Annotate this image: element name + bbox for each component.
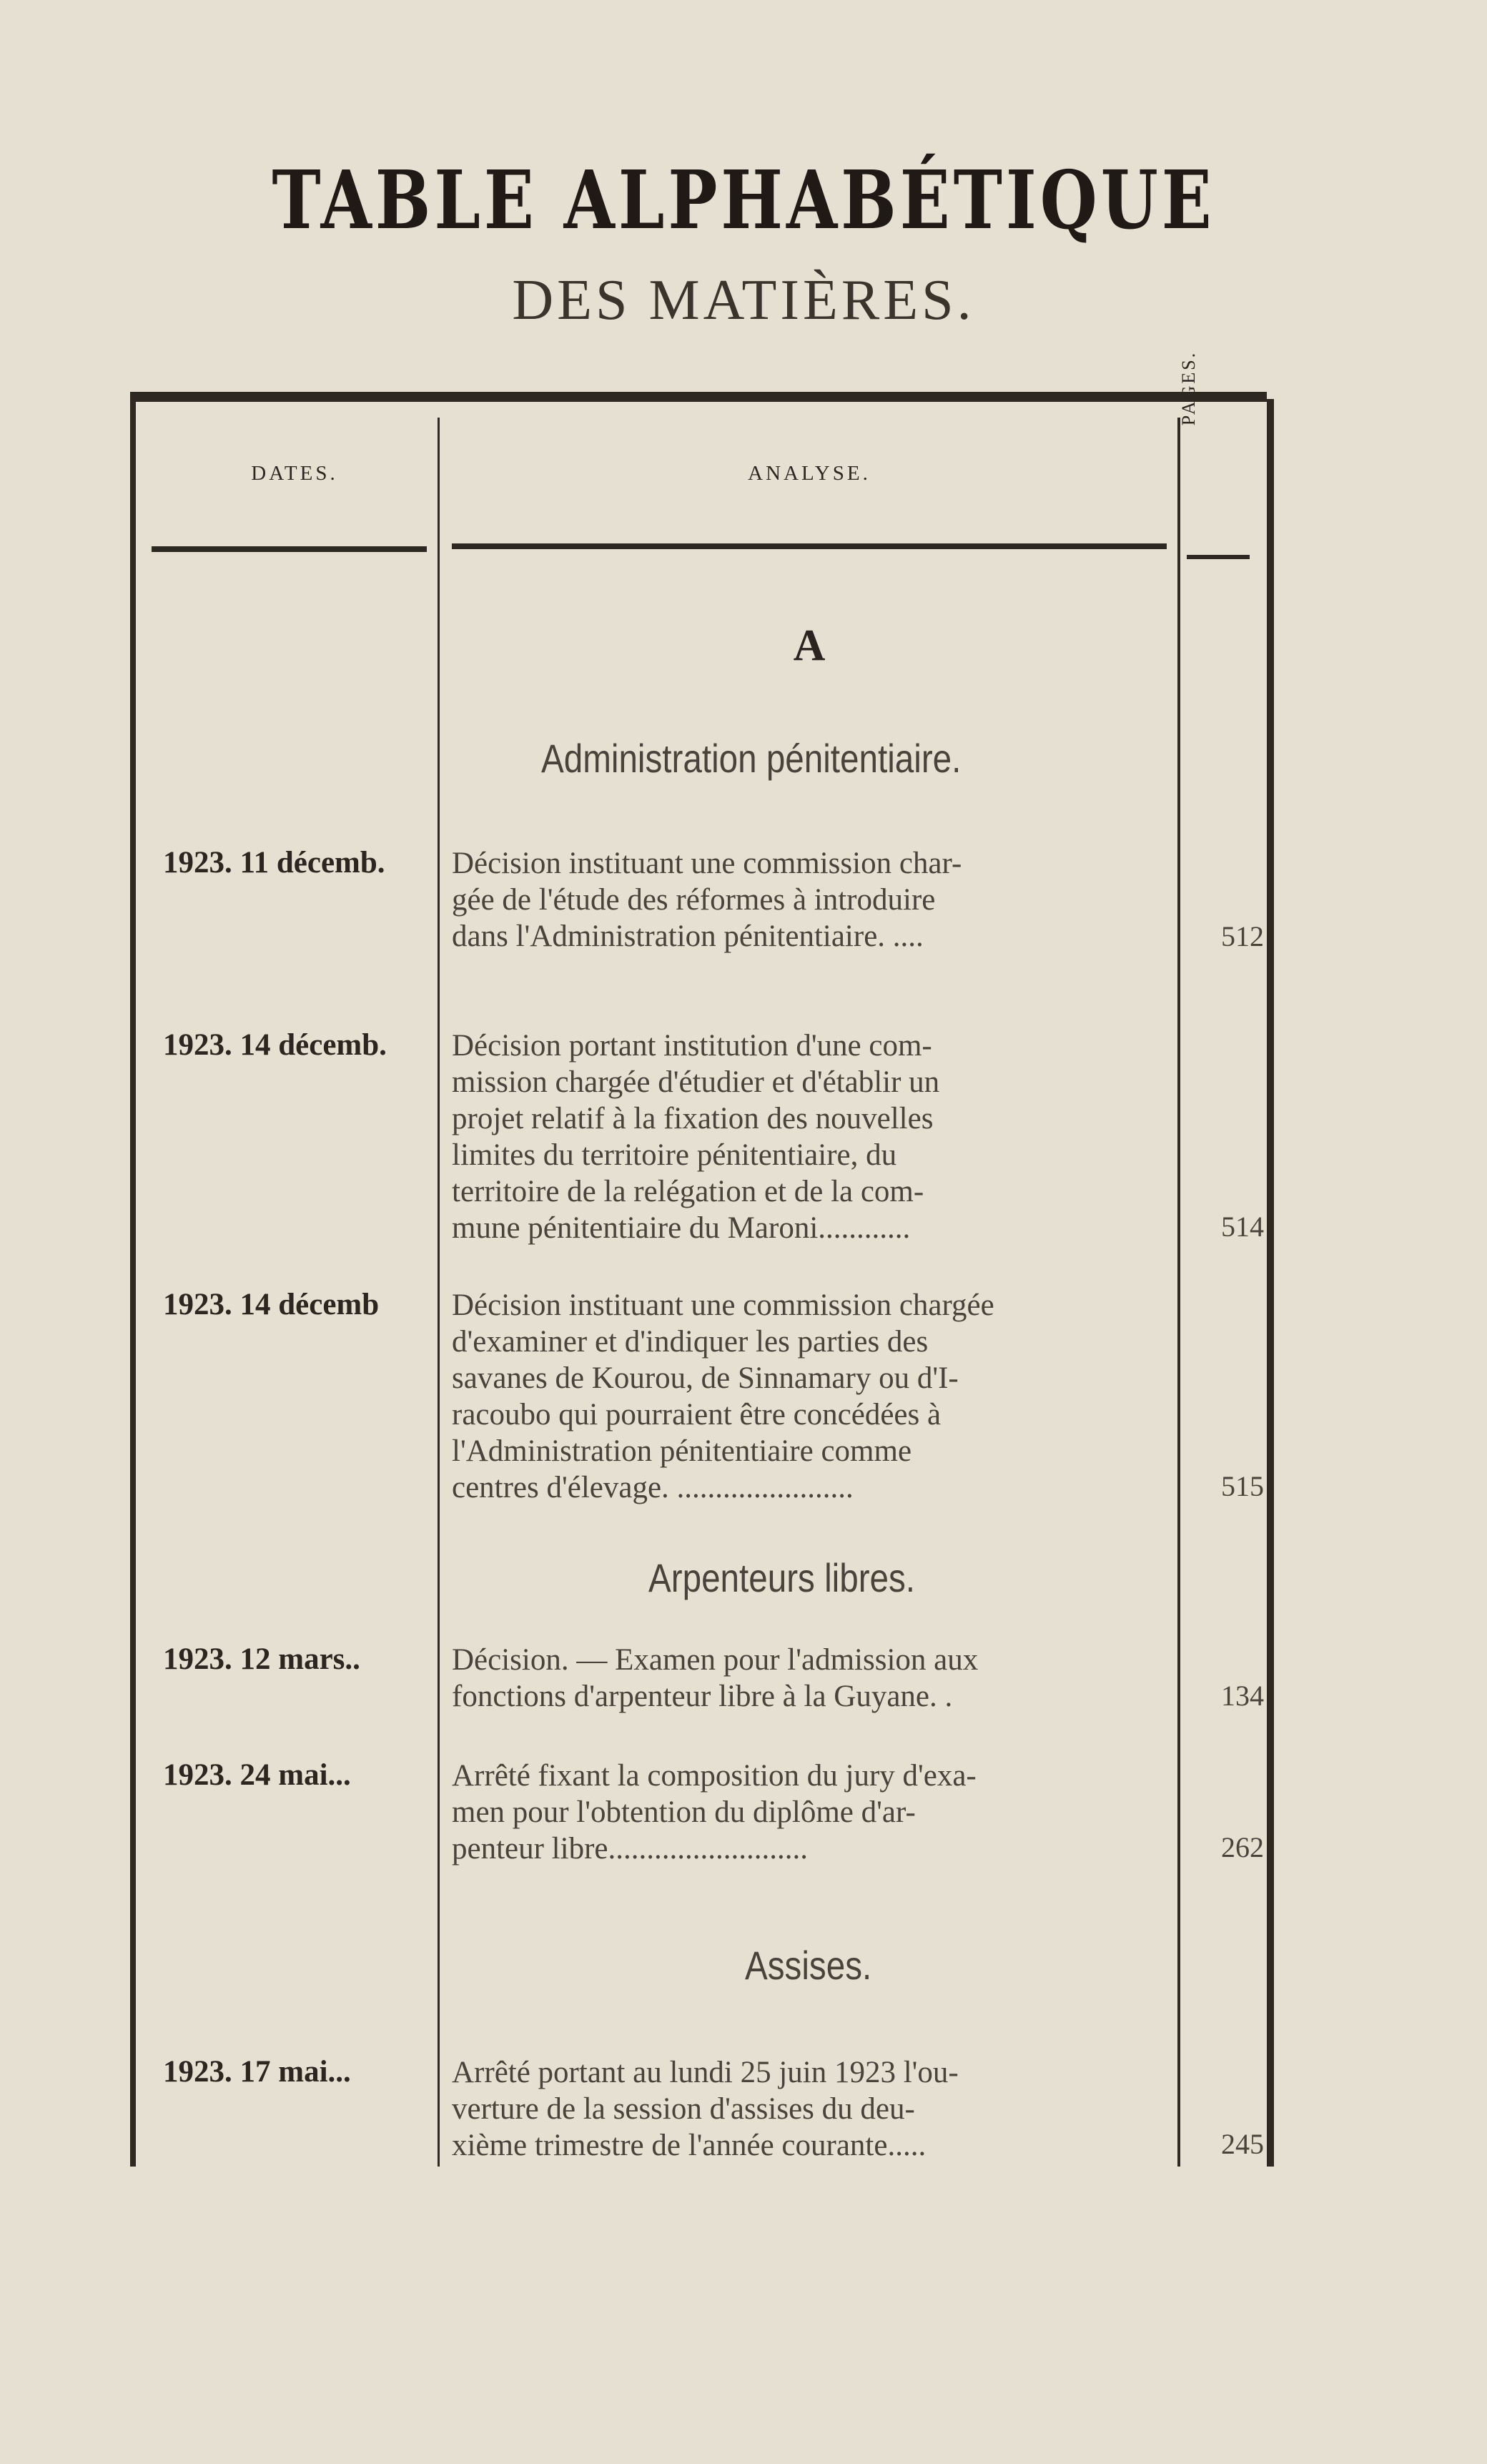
table-right-border xyxy=(1267,399,1274,2167)
entry-page: 134 xyxy=(1221,1680,1264,1712)
entry-date: 1923. 17 mai... xyxy=(163,2055,351,2089)
pages-column-divider xyxy=(1177,418,1180,2167)
entry-date: 1923. 24 mai... xyxy=(163,1758,351,1792)
entry-date: 1923. 12 mars.. xyxy=(163,1642,360,1676)
pages-header-rule xyxy=(1187,555,1250,559)
pages-header-label: PAGES. xyxy=(1178,350,1199,426)
section-heading: Arpenteurs libres. xyxy=(648,1555,916,1600)
dates-header-rule xyxy=(152,546,427,552)
section-heading: Administration pénitentiaire. xyxy=(541,736,962,781)
entry-date: 1923. 14 décemb. xyxy=(163,1028,387,1062)
page-title: TABLE ALPHABÉTIQUE xyxy=(272,154,1215,247)
entry-text: Arrêté fixant la composition du jury d'exa- men pour l'obtention du diplôme d'ar- penteur libre.......................... xyxy=(452,1759,977,1866)
dates-column-divider xyxy=(438,418,440,2167)
pages-header xyxy=(1178,342,1200,435)
index-table xyxy=(130,350,1274,2167)
table-top-rule xyxy=(130,392,1267,402)
section-heading: Assises. xyxy=(745,1943,872,1988)
entry-page: 514 xyxy=(1221,1211,1264,1243)
entry-page: 512 xyxy=(1221,920,1264,952)
entry-text: Décision instituant une commission char- gée de l'étude des réformes à introduire dans l'Administration pénitentiaire. .... xyxy=(452,847,962,953)
entry-text: Décision instituant une commission chargée d'examiner et d'indiquer les parties des savanes de Kourou, de Sinnamary ou d'I- racoubo qui pourraient être concédées à l'Administration pénitentiaire comme centres d'élevage. ....................... xyxy=(452,1288,994,1504)
table-left-border xyxy=(130,399,136,2167)
page-subtitle: DES MATIÈRES. xyxy=(512,269,975,332)
dates-header: DATES. xyxy=(251,462,338,485)
entry-page: 262 xyxy=(1221,1831,1264,1863)
entry-text: Décision portant institution d'une com- mission chargée d'étudier et d'établir un projet relatif à la fixation des nouvelles limites du territoire pénitentiaire, du territoire de la relégation et de la com- mune pénitentiaire du Maroni............ xyxy=(452,1029,940,1245)
entry-text: Décision. — Examen pour l'admission aux fonctions d'arpenteur libre à la Guyane. . xyxy=(452,1643,979,1713)
entry-date: 1923. 11 décemb. xyxy=(163,846,385,879)
entry-page: 245 xyxy=(1221,2128,1264,2160)
analyse-header: ANALYSE. xyxy=(748,462,871,485)
section-letter: A xyxy=(793,621,826,670)
entry-text: Arrêté portant au lundi 25 juin 1923 l'ou- verture de la session d'assises du deu- xième trimestre de l'année courante..... xyxy=(452,2056,959,2162)
analyse-header-rule xyxy=(452,543,1167,549)
entry-page: 515 xyxy=(1221,1470,1264,1502)
entry-date: 1923. 14 décemb xyxy=(163,1288,380,1321)
